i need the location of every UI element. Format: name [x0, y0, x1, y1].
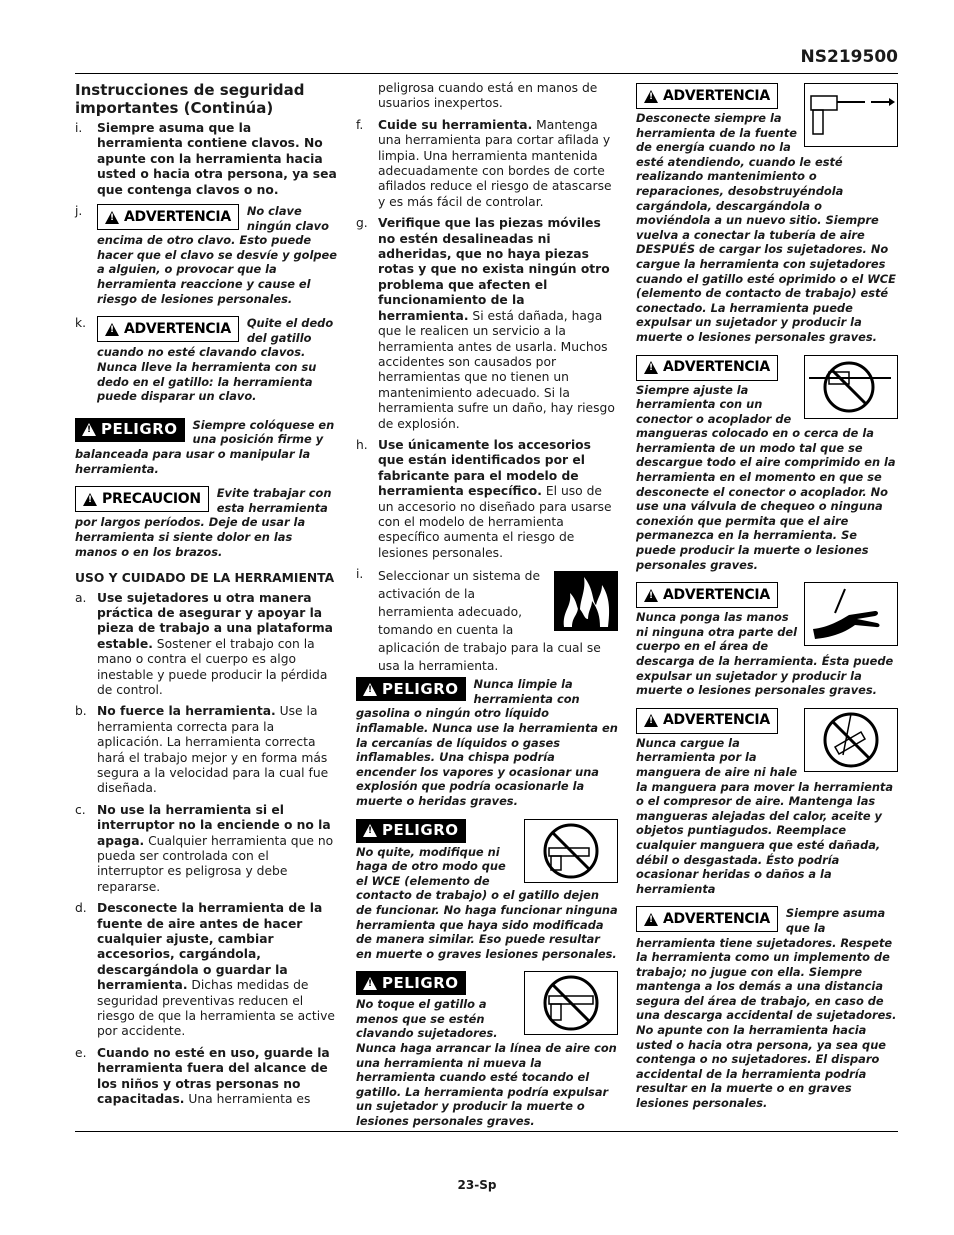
warning-triangle-icon	[83, 493, 97, 506]
advertencia-badge: ! ADVERTENCIA	[97, 204, 239, 230]
section-title: Instrucciones de seguridad importantes (Continúa)	[75, 81, 305, 117]
warning-triangle-icon	[105, 323, 119, 336]
warning-triangle-icon	[644, 913, 658, 926]
peligro-badge: ! PELIGRO	[356, 971, 466, 995]
advertencia-notice-hands: ! ADVERTENCIA Nunca ponga las manos ni ninguna otra parte del cuerpo en el área de descarga de la herramienta. Ésta puede expulsar un sujetador y producir la muerte o lesiones personales graves.	[636, 582, 898, 698]
list-item-k: k. ! ADVERTENCIA Quite el dedo del gatillo cuando no esté clavando clavos. Nunca lleve la herramienta con su dedo en el gatillo: la herramienta puede disparar un clavo.	[75, 316, 337, 404]
list-item-d: d. Desconecte la herramienta de la fuente de aire antes de hacer cualquier ajuste, cambiar accesorios, cargándola, descargándola o guardar la herramienta. Dichas medidas de seguridad preventivas reducen el riesgo de que la herramienta se active por accidente.	[75, 901, 335, 1039]
list-item-g: g. Verifique que las piezas móviles no estén desalineadas ni adheridas, que no haya piezas rotas y que no exista ningún otro problema que afecten el funcionamiento de la herramienta. Si está dañada, haga que le realicen un servicio a la herramienta antes de usarla. Muchos accidentes son causados por herramientas que no tienen un mantenimiento adecuado. Si la herramienta sufre un daño, hay riesgo de explosión.	[356, 216, 615, 431]
peligro-badge: ! PELIGRO	[75, 418, 185, 442]
peligro-badge: ! PELIGRO	[356, 677, 466, 701]
advertencia-badge: ! ADVERTENCIA	[97, 316, 239, 342]
column-2	[356, 81, 618, 1139]
list-item-i2: i. Seleccionar un sistema de activación de la herramienta adecuado, tomando en cuenta la aplicación de trabajo para la cual se usa la herramienta.	[356, 567, 618, 675]
warning-triangle-icon	[82, 423, 96, 436]
list-item-h: h. Use únicamente los accesorios que están identificados por el fabricante para el modelo de herramienta específico. El uso de un accesorio no diseñado para usarse con el modelo de herramienta específico aumenta el riesgo de lesiones personales.	[356, 437, 612, 560]
list-item-a: a. Use sujetadores u otra manera práctica de asegurar y apoyar la pieza de trabajo a una plataforma estable. Sostener el trabajo con la mano o contra el cuerpo es algo inestable y puede producir la pérdida de control.	[75, 590, 333, 697]
warning-triangle-icon	[644, 589, 658, 602]
air-disconnect-icon	[804, 83, 898, 147]
page-number: 23-Sp	[457, 1178, 497, 1192]
warning-triangle-icon	[363, 824, 377, 837]
hand-hazard-icon	[804, 582, 898, 646]
list-item-b: b. No fuerce la herramienta. Use la herramienta correcta para la aplicación. La herramienta correcta hará el trabajo mejor y en forma más segura a la velocidad para la cual fue diseñada.	[75, 704, 329, 796]
advertencia-badge: ! ADVERTENCIA	[636, 708, 778, 734]
flame-icon	[554, 571, 618, 631]
top-divider	[75, 73, 898, 74]
prohibited-check-valve-icon	[804, 355, 898, 419]
warning-triangle-icon	[644, 361, 658, 374]
peligro-notice-flammable: ! PELIGRO Nunca limpie la herramienta con gasolina o ningún otro líquido inflamable. Nunca use la herramienta en la cercanías de líquidos o gases inflamables. Una chispa podría encender los vapores y ocasionar una explosión que podría ocasionarle la muerte o heridas graves.	[356, 677, 618, 808]
warning-triangle-icon	[363, 977, 377, 990]
advertencia-notice-hose: ! ADVERTENCIA Nunca cargue la herramienta por la manguera de aire ni hale la manguera para mover la herramienta o el compresor de aire. Mantenga las mangueras alejadas del calor, aceite y objetos puntiagudos. Reemplace cualquier manguera que esté dañada, débil o desgastada. Ésto podría ocasionar heridas o daños a la herramienta	[636, 708, 898, 897]
prohibited-trigger-icon	[524, 971, 618, 1035]
list-item-j: j. ! ADVERTENCIA No clave ningún clavo encima de otro clavo. Esto puede hacer que el clavo se desvíe y golpee a alguien, o provocar que la herramienta reaccione y cause el riesgo de lesiones personales.	[75, 204, 337, 306]
warning-triangle-icon	[105, 211, 119, 224]
warning-triangle-icon	[644, 714, 658, 727]
list-item-e: e. Cuando no esté en uso, guarde la herramienta fuera del alcance de los niños y otras personas no capacitadas. Una herramienta es	[75, 1045, 330, 1107]
list-item-e-continued: peligrosa cuando está en manos de usuarios inexpertos.	[378, 81, 598, 111]
peligro-badge: ! PELIGRO	[356, 819, 466, 843]
subheading: USO Y CUIDADO DE LA HERRAMIENTA	[75, 571, 335, 586]
advertencia-notice-loaded: ! ADVERTENCIA Siempre asuma que la herramienta tiene sujetadores. Respete la herramienta como un implemento de trabajo; no jugue con ella. Siempre mantenga a los demás a una distancia segura del área de trabajo, en caso de una descarga accidental de sujetadores. No apunte con la herramienta hacia usted o hacia otra persona, ya sea que contenga o no sujetadores. El disparo accidental de la herramienta podría resultar en la muerte o en graves lesiones personales.	[636, 906, 898, 1110]
list-item-i: i. Siempre asuma que la herramienta contiene clavos. No apunte con la herramienta hacia usted o hacia otra persona, ya sea que contenga clavos o no.	[75, 121, 337, 197]
prohibited-nailer-icon	[524, 819, 618, 883]
peligro-notice-wce: ! PELIGRO No quite, modifique ni haga de otro modo que el WCE (elemento de contacto de trabajo) o el gatillo dejen de funcionar. No haga funcionar ninguna herramienta que haya sido modificada de manera similar. Eso puede resultar en muerte o graves lesiones personales.	[356, 819, 618, 962]
warning-triangle-icon	[644, 90, 658, 103]
advertencia-notice-disconnect: ! ADVERTENCIA Desconecte siempre la herramienta de la fuente de energía cuando no la esté atendiendo, cuando le esté realizando mantenimiento o reparaciones, desobstruyéndola cargándola, descargándola o moviéndola a un nuevo sitio. Siempre vuelva a conectar la tubería de aire DESPUÉS de cargar los sujetadores. No cargue la herramienta con sujetadores cuando el gatillo esté oprimido o el WCE (elemento de contacto de trabajo) esté conectado. La herramienta puede expulsar un sujetador y producir la muerte o lesiones personales graves.	[636, 83, 898, 345]
advertencia-notice-coupler: ! ADVERTENCIA Siempre ajuste la herramienta con un conector o acoplador de mangueras colocado en o cerca de la herramienta de un modo tal que se descargue todo el aire comprimido en la herramienta en el momento en que se desconecte el conector o acoplador. No use una válvula de chequeo o ninguna conexión que permita que el aire permanezca en la herramienta. Se puede producir la muerte o lesiones personales graves.	[636, 355, 898, 573]
bottom-divider	[75, 1131, 898, 1132]
advertencia-badge: ! ADVERTENCIA	[636, 582, 778, 608]
warning-triangle-icon	[363, 683, 377, 696]
precaucion-badge: ! PRECAUCION	[75, 486, 209, 512]
prohibited-hose-carry-icon	[804, 708, 898, 772]
advertencia-badge: ! ADVERTENCIA	[636, 355, 778, 381]
list-item-c: c. No use la herramienta si el interruptor no la enciende o no la apaga. Cualquier herramienta que no pueda ser controlada con el interruptor es peligrosa y debe repararse.	[75, 802, 334, 894]
advertencia-badge: ! ADVERTENCIA	[636, 83, 778, 109]
peligro-notice-trigger: ! PELIGRO No toque el gatillo a menos que se estén clavando sujetadores. Nunca haga arrancar la línea de aire con una herramienta ni mueva la herramienta cuando esté tocando el gatillo. La herramienta podría expulsar un sujetador y producir la muerte o lesiones personales graves.	[356, 971, 618, 1128]
precaucion-notice: ! PRECAUCION Evite trabajar con esta herramienta por largos períodos. Deje de usar la herramienta si siente dolor en las manos o en los brazos.	[75, 486, 337, 559]
column-1	[75, 81, 337, 1114]
model-number: NS219500	[800, 47, 898, 67]
peligro-notice: ! PELIGRO Siempre colóquese en una posición firme y balanceada para usar o manipular la herramienta.	[75, 418, 337, 476]
column-3	[636, 81, 898, 1121]
advertencia-badge: ! ADVERTENCIA	[636, 906, 778, 932]
list-item-f: f. Cuide su herramienta. Mantenga una herramienta para cortar afilada y limpia. Una herramienta mantenida adecuadamente con bordes de corte afilados reduce el riesgo de atascarse y es más fácil de controlar.	[356, 117, 612, 209]
